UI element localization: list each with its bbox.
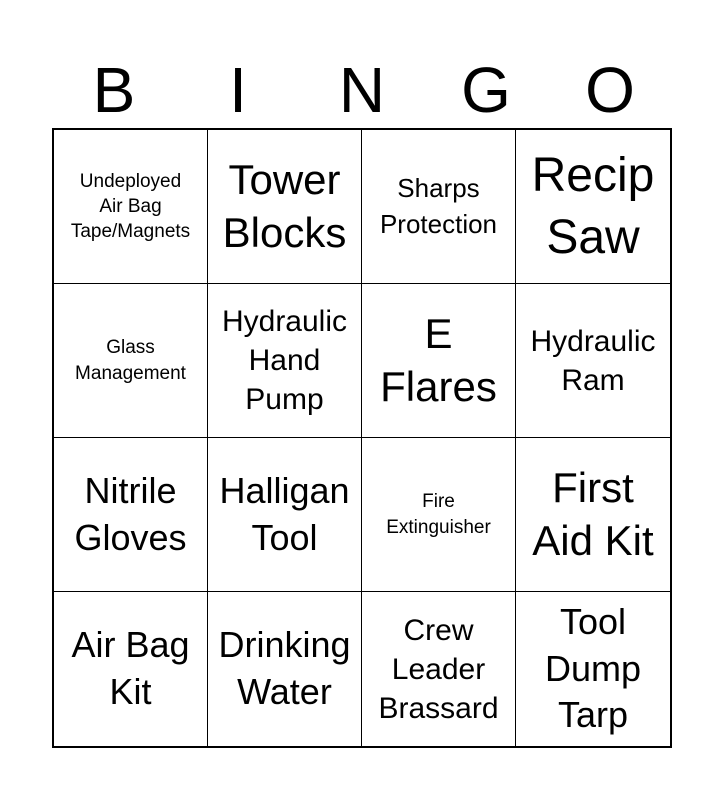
cell-label: Crew Leader Brassard — [378, 613, 499, 725]
cell-label: Glass Management — [75, 337, 186, 384]
cell-label: Fire Extinguisher — [386, 491, 491, 538]
bingo-cell[interactable] — [54, 438, 208, 592]
cell-label: Tower Blocks — [222, 156, 347, 256]
bingo-cell[interactable] — [208, 130, 362, 284]
bingo-cell[interactable] — [362, 130, 516, 284]
header-letter-o: O — [585, 54, 635, 126]
cell-label: Tool Dump Tarp — [544, 600, 642, 736]
bingo-cell[interactable] — [208, 284, 362, 438]
bingo-cell[interactable] — [54, 130, 208, 284]
bingo-cell[interactable] — [208, 592, 362, 746]
header-letter-n: N — [338, 54, 386, 126]
cell-label: Nitrile Gloves — [74, 469, 187, 558]
cell-label: Halligan Tool — [219, 469, 350, 558]
bingo-cell[interactable] — [54, 284, 208, 438]
bingo-board — [52, 128, 672, 748]
cell-label: Hydraulic Ram — [530, 324, 656, 397]
cell-label: E Flares — [380, 310, 497, 410]
cell-label: Sharps Protection — [379, 173, 498, 239]
header-letter-g: G — [461, 54, 511, 126]
header-letter-i: I — [229, 54, 247, 126]
bingo-cell[interactable] — [362, 284, 516, 438]
bingo-cell[interactable] — [516, 284, 670, 438]
bingo-cell[interactable] — [362, 592, 516, 746]
bingo-cell[interactable] — [362, 438, 516, 592]
bingo-cell[interactable] — [516, 592, 670, 746]
bingo-cell[interactable] — [516, 438, 670, 592]
cell-label: Recip Saw — [531, 149, 655, 264]
cell-label: First Aid Kit — [532, 464, 654, 564]
bingo-cell[interactable] — [516, 130, 670, 284]
bingo-cell[interactable] — [54, 592, 208, 746]
bingo-header — [52, 52, 672, 128]
cell-label: Hydraulic Hand Pump — [221, 305, 348, 416]
bingo-cell[interactable] — [208, 438, 362, 592]
cell-label: Drinking Water — [218, 624, 351, 712]
cell-label: Undeployed Air Bag Tape/Magnets — [70, 170, 191, 243]
cell-label: Air Bag Kit — [71, 624, 190, 712]
header-letter-b: B — [92, 54, 136, 126]
